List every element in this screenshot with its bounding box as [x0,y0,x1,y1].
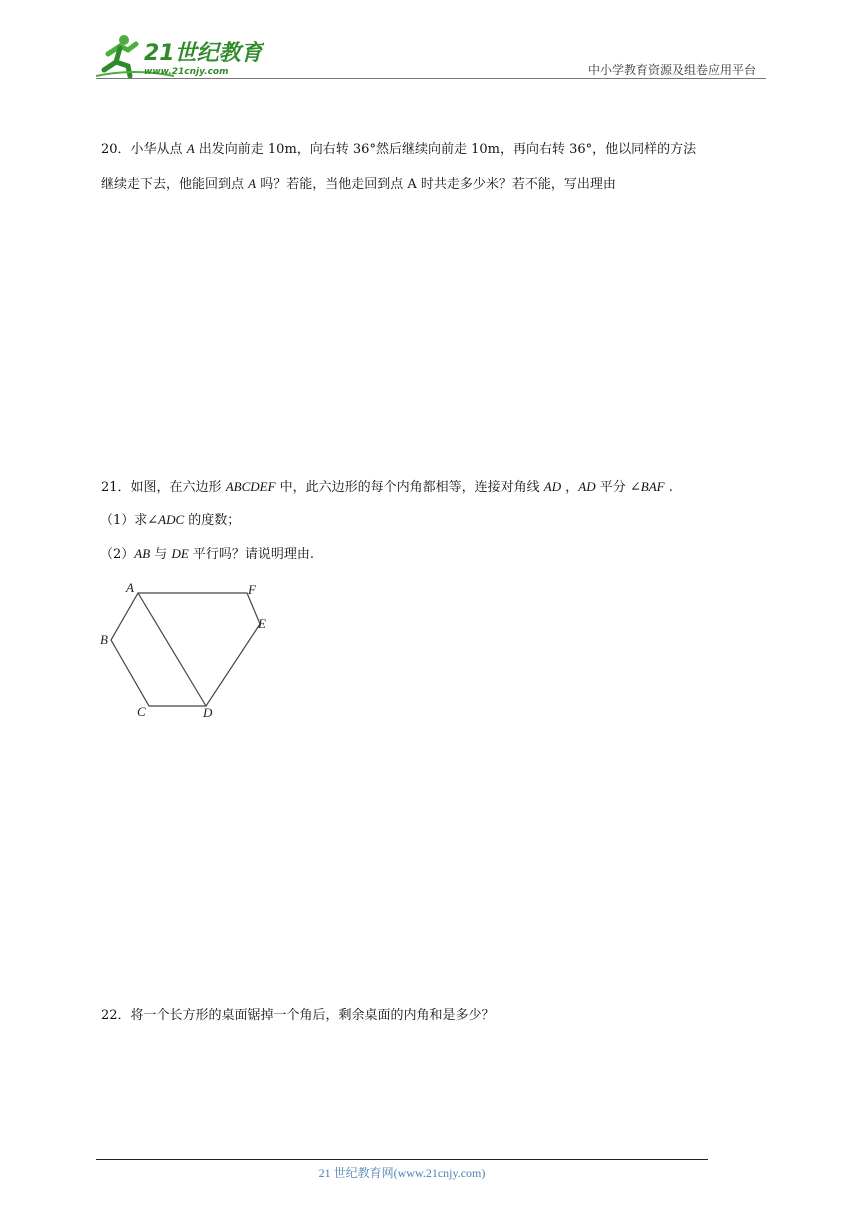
math-var: DE [171,546,189,561]
text-run: （2） [100,547,135,562]
vertex-label-d: D [203,705,213,720]
text-run: 小华从点 [130,142,187,157]
text-run: 继续走下去，他能回到点 [101,177,249,192]
question-number: 21． [101,480,131,495]
vertex-label-b: B [100,632,108,647]
math-var: ABCDEF [225,479,276,494]
text-run: 平行吗？请说明理由. [188,547,315,562]
question-20-line-1 [101,140,696,159]
text-run: 中，此六边形的每个内角都相等，连接对角线 [275,480,544,495]
question-22-line-1 [101,1007,495,1025]
logo-main-text: 21世纪教育 [144,41,263,66]
vertex-label-c: C [137,704,146,719]
question-21-sub-2 [100,545,314,564]
math-var: BAF [640,479,665,494]
text-run: ， [561,480,579,495]
vertex-label-a: A [126,580,134,595]
text-run: 如图，在六边形 [130,480,226,495]
footer-link[interactable]: 21 世纪教育网(www.21cnjy.com) [318,1166,486,1180]
text-run: 出发向前走 10m，向右转 36°然后继续向前走 10m，再向右转 36°，他以同样的方法 [194,142,697,157]
question-21-sub-1 [100,511,240,530]
text-run: . [664,480,673,495]
question-20-line-2 [101,175,616,194]
header-divider [96,78,766,79]
vertex-label-f: F [248,582,256,597]
logo-url-text: www.21cnjy.com [144,67,229,77]
math-var: AD [578,479,596,494]
math-var: A [186,141,195,156]
text-run: 将一个长方形的桌面锯掉一个角后，剩余桌面的内角和是多少？ [130,1008,495,1023]
page-header [0,0,860,90]
math-var: A [248,176,257,191]
site-tagline: 中小学教育资源及组卷应用平台 [587,63,756,77]
question-21-line-1 [101,478,673,497]
math-var: AD [543,479,562,494]
hexagon-figure [96,576,276,722]
question-number: 20． [101,142,131,157]
text-run: 吗？若能，当他走回到点 A 时共走多少米？若不能，写出理由 [256,177,616,192]
text-run: 平分 ∠ [595,480,641,495]
logo [94,32,264,80]
diagonal-ad [138,593,206,706]
text-run: 的度数； [184,513,241,528]
math-var: ADC [158,512,185,527]
footer-divider [96,1159,708,1160]
hexagon-outline [111,593,260,706]
text-run: （1）求∠ [100,513,159,528]
question-number: 22． [101,1008,131,1023]
vertex-label-e: E [258,616,266,631]
text-run: 与 [150,547,172,562]
math-var: AB [134,546,151,561]
